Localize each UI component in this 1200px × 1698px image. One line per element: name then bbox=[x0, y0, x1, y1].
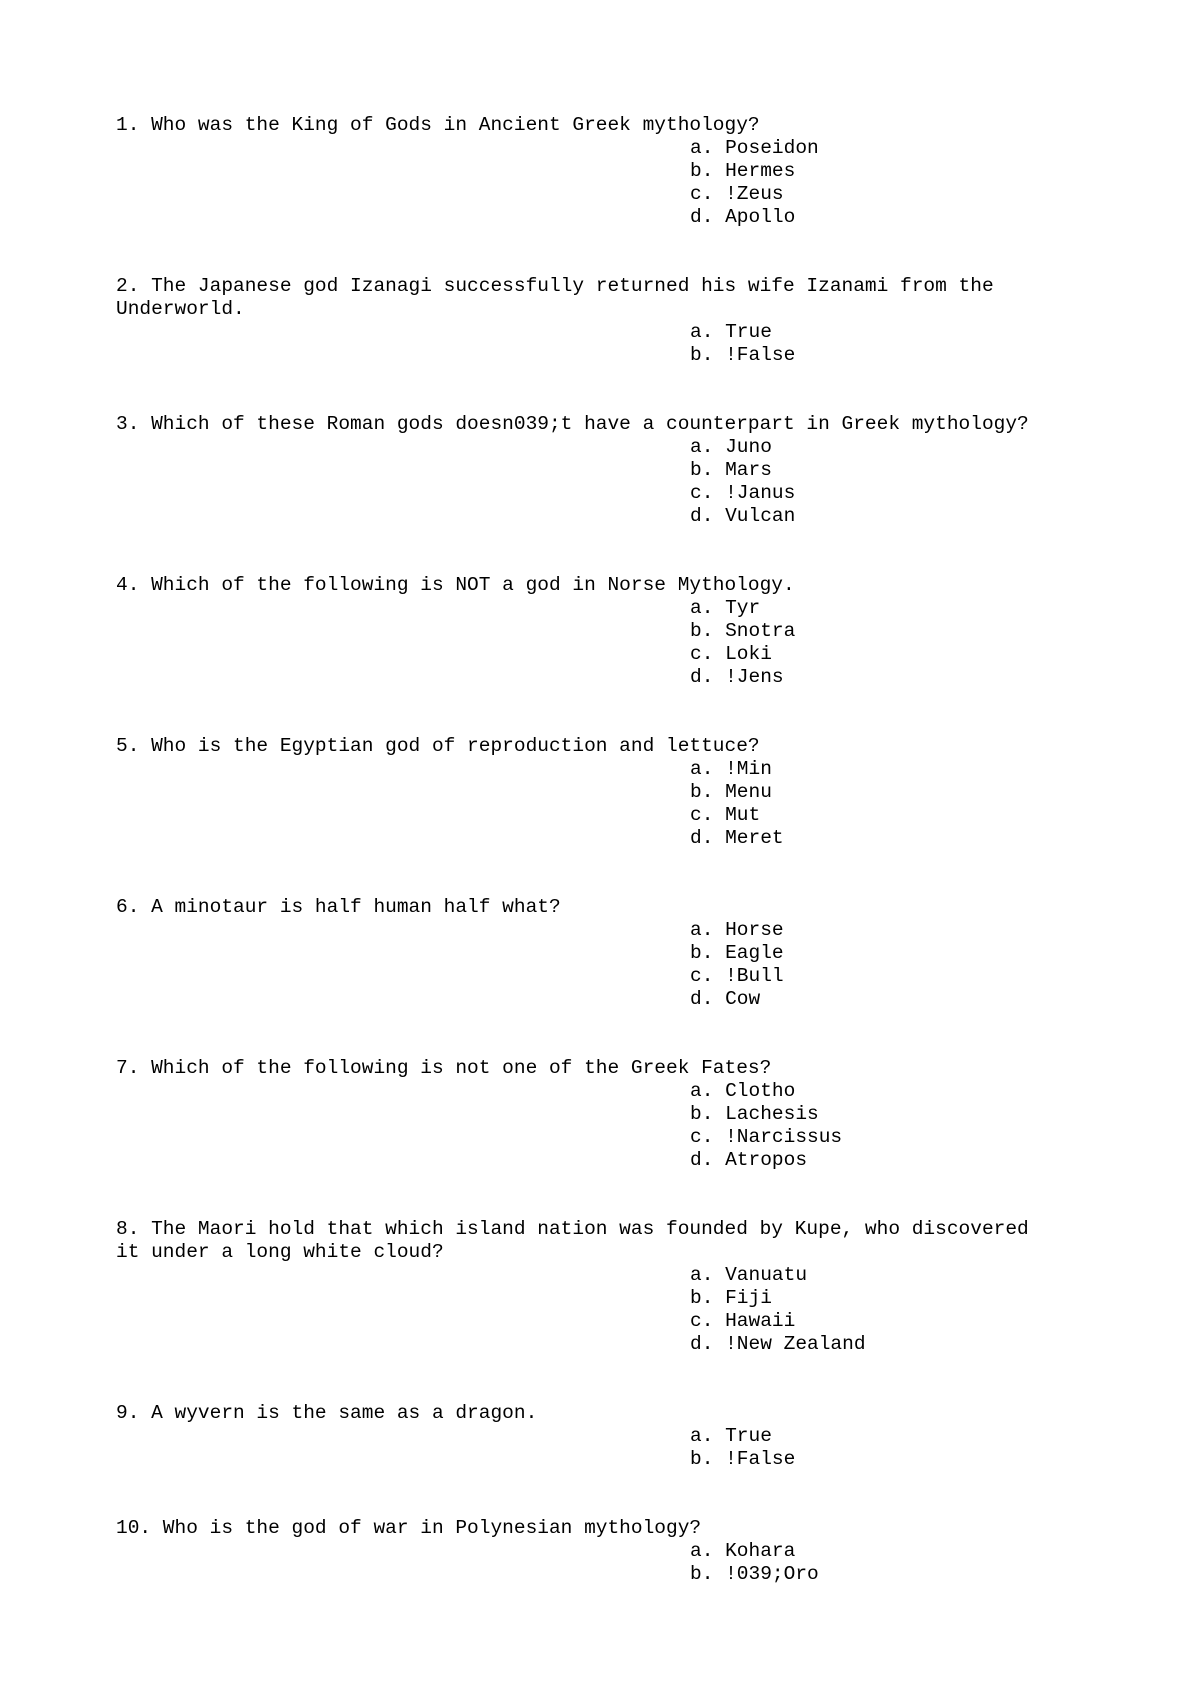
question-4 bbox=[116, 574, 1116, 689]
answer-option: c. !Narcissus bbox=[690, 1126, 843, 1148]
answer-option: a. True bbox=[690, 321, 772, 343]
answer-option: a. Horse bbox=[690, 919, 784, 941]
answer-options bbox=[116, 436, 1116, 528]
question-text: 8. The Maori hold that which island nation was founded by Kupe, who discovered it under a long white cloud? bbox=[116, 1218, 1029, 1263]
question-text: 4. Which of the following is NOT a god in Norse Mythology. bbox=[116, 574, 795, 596]
answer-option: c. Hawaii bbox=[690, 1310, 796, 1332]
question-1 bbox=[116, 114, 1116, 229]
answer-option: b. !False bbox=[690, 344, 796, 366]
question-text: 3. Which of these Roman gods doesn039;t have a counterpart in Greek mythology? bbox=[116, 413, 1029, 435]
question-9 bbox=[116, 1402, 1116, 1471]
answer-option: a. Kohara bbox=[690, 1540, 796, 1562]
question-text: 9. A wyvern is the same as a dragon. bbox=[116, 1402, 538, 1424]
quiz-list bbox=[116, 114, 1116, 1632]
answer-options bbox=[116, 597, 1116, 689]
question-8 bbox=[116, 1218, 1116, 1356]
answer-option: a. !Min bbox=[690, 758, 772, 780]
answer-options bbox=[116, 1540, 1116, 1586]
answer-option: d. Meret bbox=[690, 827, 784, 849]
answer-option: a. True bbox=[690, 1425, 772, 1447]
answer-option: b. Hermes bbox=[690, 160, 796, 182]
answer-option: d. Apollo bbox=[690, 206, 796, 228]
answer-option: b. !False bbox=[690, 1448, 796, 1470]
question-10 bbox=[116, 1517, 1116, 1586]
answer-options bbox=[116, 137, 1116, 229]
question-3 bbox=[116, 413, 1116, 528]
answer-options bbox=[116, 1425, 1116, 1471]
answer-option: c. !Janus bbox=[690, 482, 796, 504]
question-7 bbox=[116, 1057, 1116, 1172]
answer-option: d. !Jens bbox=[690, 666, 784, 688]
answer-option: c. !Zeus bbox=[690, 183, 784, 205]
answer-options bbox=[116, 919, 1116, 1011]
question-text: 7. Which of the following is not one of the Greek Fates? bbox=[116, 1057, 772, 1079]
answer-options bbox=[116, 1080, 1116, 1172]
question-6 bbox=[116, 896, 1116, 1011]
answer-options bbox=[116, 321, 1116, 367]
answer-option: b. Snotra bbox=[690, 620, 796, 642]
question-2 bbox=[116, 275, 1116, 367]
answer-option: a. Poseidon bbox=[690, 137, 819, 159]
answer-option: c. Loki bbox=[690, 643, 772, 665]
answer-options bbox=[116, 758, 1116, 850]
question-text: 6. A minotaur is half human half what? bbox=[116, 896, 561, 918]
answer-option: b. Lachesis bbox=[690, 1103, 819, 1125]
answer-option: d. Atropos bbox=[690, 1149, 808, 1171]
answer-option: b. Menu bbox=[690, 781, 772, 803]
answer-option: c. !Bull bbox=[690, 965, 784, 987]
answer-option: a. Juno bbox=[690, 436, 772, 458]
question-text: 5. Who is the Egyptian god of reproduction and lettuce? bbox=[116, 735, 760, 757]
answer-option: b. Fiji bbox=[690, 1287, 772, 1309]
question-text: 2. The Japanese god Izanagi successfully returned his wife Izanami from the Underworld. bbox=[116, 275, 994, 320]
question-text: 10. Who is the god of war in Polynesian mythology? bbox=[116, 1517, 702, 1539]
answer-option: d. !New Zealand bbox=[690, 1333, 866, 1355]
question-5 bbox=[116, 735, 1116, 850]
answer-option: c. Mut bbox=[690, 804, 761, 826]
answer-option: a. Vanuatu bbox=[690, 1264, 808, 1286]
answer-option: d. Vulcan bbox=[690, 505, 796, 527]
answer-option: b. !039;Oro bbox=[690, 1563, 819, 1585]
answer-options bbox=[116, 1264, 1116, 1356]
answer-option: b. Mars bbox=[690, 459, 772, 481]
question-text: 1. Who was the King of Gods in Ancient Greek mythology? bbox=[116, 114, 760, 136]
answer-option: a. Clotho bbox=[690, 1080, 796, 1102]
answer-option: d. Cow bbox=[690, 988, 761, 1010]
answer-option: b. Eagle bbox=[690, 942, 784, 964]
answer-option: a. Tyr bbox=[690, 597, 761, 619]
